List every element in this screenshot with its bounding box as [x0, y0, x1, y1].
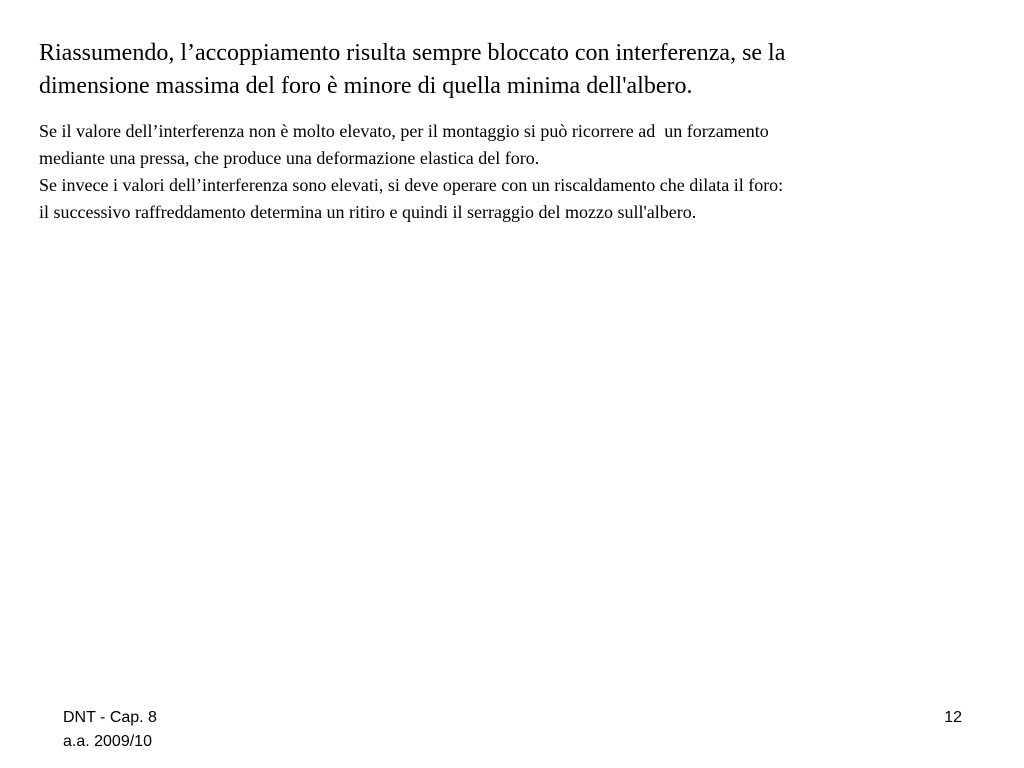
- body-line: il successivo raffreddamento determina un ritiro e quindi il serraggio del mozzo sull'albero.: [39, 202, 697, 222]
- footer-course: DNT - Cap. 8: [63, 709, 157, 726]
- body-line: mediante una pressa, che produce una deformazione elastica del foro.: [39, 148, 540, 168]
- slide-heading: [39, 37, 999, 103]
- body-line: Se invece i valori dell’interferenza sono elevati, si deve operare con un riscaldamento che dilata il foro:: [39, 175, 784, 195]
- heading-line: Riassumendo, l’accoppiamento risulta sempre bloccato con interferenza, se la: [39, 40, 786, 66]
- footer-info: [63, 706, 157, 754]
- heading-line: dimensione massima del foro è minore di quella minima dell'albero.: [39, 73, 693, 99]
- page-number: 12: [944, 709, 962, 726]
- footer-year: a.a. 2009/10: [63, 733, 152, 750]
- slide-body: [39, 118, 1009, 226]
- body-line: Se il valore dell’interferenza non è molto elevato, per il montaggio si può ricorrere ad un forzamento: [39, 121, 769, 141]
